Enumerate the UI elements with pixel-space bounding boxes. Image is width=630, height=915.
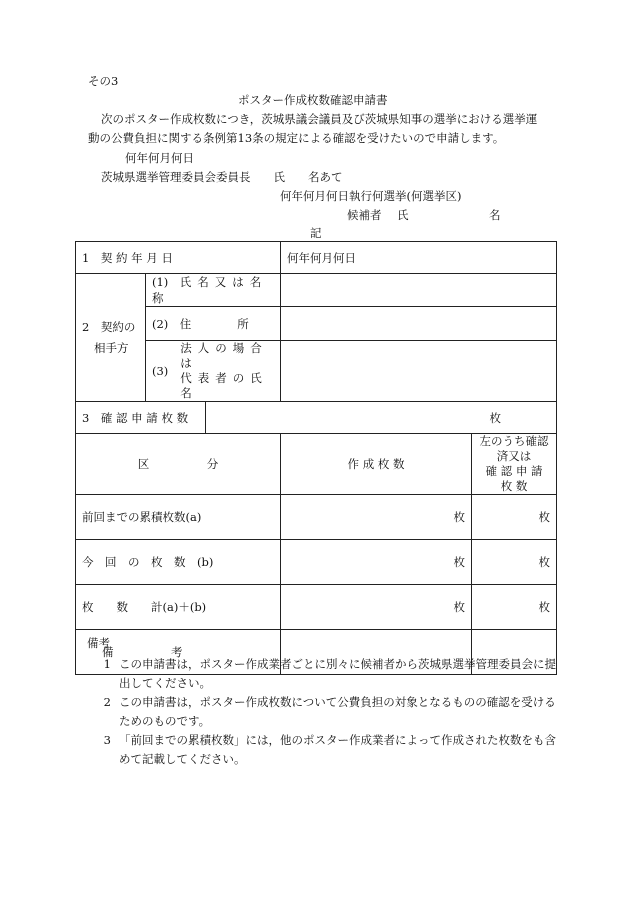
row-unit-confirmed: 枚	[472, 495, 557, 540]
election-name: 何年何月何日執行何選挙(何選挙区)	[280, 189, 462, 203]
intro-text-line-1: 次のポスター作成枚数につき，茨城県議会議員及び茨城県知事の選挙における選挙運	[101, 112, 538, 126]
note-item: 3 「前回までの累積枚数」には，他のポスター作成業者によって作成された枚数をも含めて記載してください。	[103, 733, 556, 766]
contractor-address-value	[281, 307, 557, 341]
row-unit-confirmed: 枚	[472, 585, 557, 630]
form-number: その3	[88, 74, 119, 88]
header-created-count: 作 成 枚 数	[281, 434, 472, 495]
application-date: 何年何月何日	[125, 151, 194, 165]
candidate-name-label: 氏 名	[397, 208, 501, 222]
notes-section	[75, 634, 556, 769]
header-row	[76, 434, 557, 495]
contractor-name-value	[281, 274, 557, 307]
table-row	[76, 585, 557, 630]
table-row	[76, 495, 557, 540]
note-item: 2 この申請書は，ポスター作成枚数について公費負担の対象となるものの確認を受けるためのものです。	[103, 695, 556, 728]
contract-date-value: 何年何月何日	[281, 242, 557, 274]
contractor-address-label: (2) 住 所	[146, 307, 281, 341]
contractor-name-row	[76, 274, 557, 307]
representative-value	[281, 341, 557, 402]
remarks-label: 備 考	[76, 630, 281, 675]
contractor-address-row	[76, 307, 557, 341]
row-unit-created: 枚	[281, 540, 472, 585]
representative-label: (3) 法人の場合は 代表者の氏名	[146, 341, 281, 402]
contract-date-label: 1 契 約 年 月 日	[76, 242, 281, 274]
representative-row	[76, 341, 557, 402]
row-unit-created: 枚	[281, 495, 472, 540]
request-count-row	[76, 402, 557, 434]
row-unit-confirmed: 枚	[472, 540, 557, 585]
application-table	[75, 241, 556, 675]
contractor-name-label: (1) 氏名又は名称	[146, 274, 281, 307]
header-confirmed-count: 左のうち確認済又は 確 認 申 請 枚 数	[472, 434, 557, 495]
row-unit-created: 枚	[281, 585, 472, 630]
table-row	[76, 540, 557, 585]
header-category: 区 分	[76, 434, 281, 495]
request-count-unit: 枚	[206, 402, 557, 434]
request-count-label: 3 確 認 申 請 枚 数	[76, 402, 206, 434]
notes-title: 備考	[87, 636, 110, 650]
ki-heading: 記	[310, 226, 322, 240]
row-label: 今 回 の 枚 数 (b)	[76, 540, 281, 585]
note-item: 1 この申請書は，ポスター作成業者ごとに別々に候補者から茨城県選挙管理委員会に提出してください。	[103, 657, 556, 690]
candidate-label: 候補者	[347, 208, 382, 222]
contractor-label: 2 契約の 相手方	[76, 274, 146, 402]
document-title: ポスター作成枚数確認申請書	[238, 93, 388, 107]
row-label: 枚 数 計(a)＋(b)	[76, 585, 281, 630]
contract-date-row	[76, 242, 557, 274]
intro-text-line-2: 動の公費負担に関する条例第13条の規定による確認を受けたいので申請します。	[88, 131, 505, 145]
row-label: 前回までの累積枚数(a)	[76, 495, 281, 540]
addressee: 茨城県選挙管理委員会委員長 氏 名あて	[101, 170, 343, 184]
